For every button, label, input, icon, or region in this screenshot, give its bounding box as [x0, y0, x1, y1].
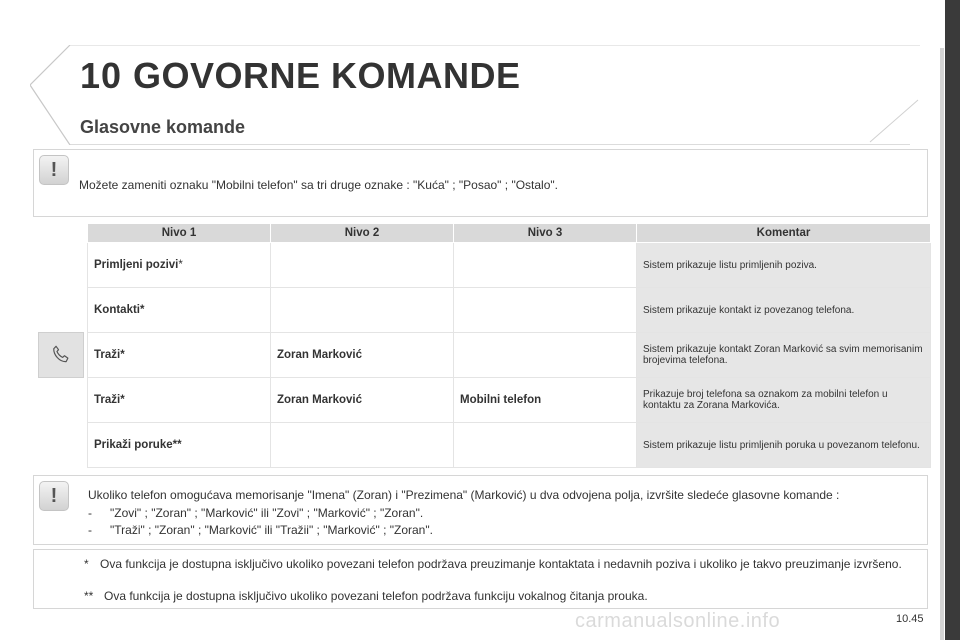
table-row — [34, 288, 931, 333]
cell-nivo-2: Zoran Marković — [271, 378, 454, 423]
table-row — [34, 243, 931, 288]
cell-nivo-2 — [271, 243, 454, 288]
cell-nivo-1: Primljeni pozivi* — [88, 243, 271, 288]
note-box-name-fields — [33, 475, 928, 545]
note-intro: Ukoliko telefon omogućava memorisanje "Imena" (Zoran) i "Prezimena" (Marković) u dva odvojena polja, izvršite sledeće glasovne komande : — [88, 488, 840, 502]
footnote-2: ** Ova funkcija je dostupna isključivo ukoliko povezani telefon podržava funkciju vokalnog čitanja prouka. — [84, 589, 648, 603]
cell-nivo-1: Prikaži poruke** — [88, 423, 271, 468]
header-komentar: Komentar — [637, 224, 931, 243]
exclamation-icon: ! — [39, 481, 69, 511]
watermark: carmanualsonline.info — [575, 610, 781, 632]
phone-icon — [38, 332, 84, 378]
note-text: Možete zameniti oznaku "Mobilni telefon" sa tri druge oznake : "Kuća" ; "Posao" ; "Ostalo". — [79, 178, 558, 192]
chapter-number: 10 — [80, 55, 123, 96]
phone-icon-cell — [34, 243, 88, 468]
header-spacer — [34, 224, 88, 243]
exclamation-icon: ! — [39, 155, 69, 185]
chapter-title: GOVORNE KOMANDE — [133, 55, 521, 96]
side-bar — [945, 0, 960, 640]
cell-nivo-1: Traži* — [88, 378, 271, 423]
voice-commands-table — [33, 223, 931, 468]
cell-nivo-2: Zoran Marković — [271, 333, 454, 378]
footnotes-box — [33, 549, 928, 609]
cell-nivo-3: Mobilni telefon — [454, 378, 637, 423]
cell-komentar: Sistem prikazuje listu primljenih poruka u povezanom telefonu. — [637, 423, 931, 468]
table-row — [34, 333, 931, 378]
note-box-label-change — [33, 149, 928, 217]
header-nivo-1: Nivo 1 — [88, 224, 271, 243]
footnote-1: * Ova funkcija je dostupna isključivo ukoliko povezani telefon podržava preuzimanje kontaktata i nedavnih poziva i ukoliko je takvo preuzimanje izvršeno. — [84, 557, 902, 571]
page-number: 10.45 — [896, 613, 924, 625]
header-nivo-2: Nivo 2 — [271, 224, 454, 243]
table-row — [34, 423, 931, 468]
cell-nivo-1: Traži* — [88, 333, 271, 378]
cell-nivo-3 — [454, 423, 637, 468]
cell-nivo-1: Kontakti* — [88, 288, 271, 333]
cell-komentar: Prikazuje broj telefona sa oznakom za mobilni telefon u kontaktu za Zorana Markovića. — [637, 378, 931, 423]
note-bullet: - "Zovi" ; "Zoran" ; "Marković" ili "Zovi" ; "Marković" ; "Zoran". — [88, 506, 424, 520]
cell-komentar: Sistem prikazuje listu primljenih poziva. — [637, 243, 931, 288]
note-bullet: - "Traži" ; "Zoran" ; "Marković" ili "Tražii" ; "Marković" ; "Zoran". — [88, 523, 433, 537]
header-nivo-3: Nivo 3 — [454, 224, 637, 243]
cell-nivo-3 — [454, 243, 637, 288]
table-header-row — [34, 224, 931, 243]
cell-nivo-2 — [271, 288, 454, 333]
side-strip — [940, 48, 944, 640]
section-title: Glasovne komande — [80, 117, 246, 137]
cell-nivo-3 — [454, 288, 637, 333]
cell-komentar: Sistem prikazuje kontakt Zoran Marković sa svim memorisanim brojevima telefona. — [637, 333, 931, 378]
cell-nivo-2 — [271, 423, 454, 468]
cell-komentar: Sistem prikazuje kontakt iz povezanog telefona. — [637, 288, 931, 333]
cell-nivo-3 — [454, 333, 637, 378]
table-row — [34, 378, 931, 423]
